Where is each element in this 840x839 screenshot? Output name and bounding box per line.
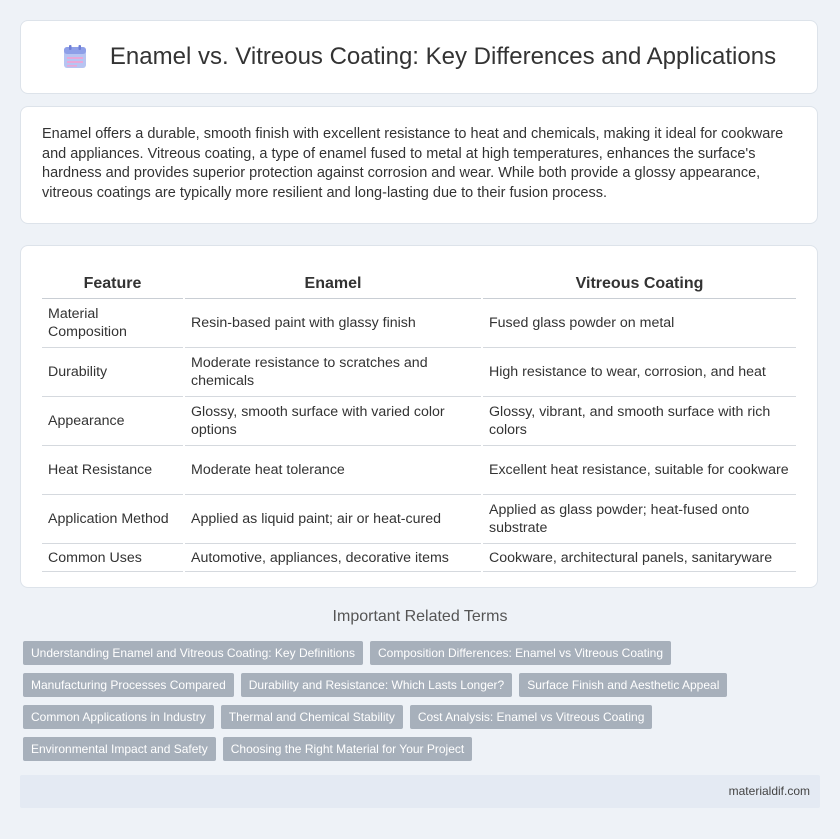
table-row <box>42 446 796 495</box>
table-row <box>42 495 796 544</box>
related-terms-tags <box>23 641 823 769</box>
table-cell: Application Method <box>42 495 183 544</box>
related-terms-title: Important Related Terms <box>332 608 508 625</box>
column-header-feature: Feature <box>42 264 183 299</box>
related-term-tag[interactable]: Cost Analysis: Enamel vs Vitreous Coating <box>410 705 653 729</box>
table-cell: Automotive, appliances, decorative items <box>185 544 481 572</box>
related-term-tag[interactable]: Surface Finish and Aesthetic Appeal <box>519 673 727 697</box>
tag-row <box>23 641 823 665</box>
table-cell: Heat Resistance <box>42 446 183 495</box>
table-row <box>42 348 796 397</box>
table-header-row <box>42 264 796 299</box>
related-term-tag[interactable]: Durability and Resistance: Which Lasts Longer? <box>241 673 512 697</box>
related-term-tag[interactable]: Manufacturing Processes Compared <box>23 673 234 697</box>
tag-row <box>23 673 823 697</box>
column-header-vitreous: Vitreous Coating <box>483 264 796 299</box>
table-cell: Applied as liquid paint; air or heat-cured <box>185 495 481 544</box>
table-cell: Appearance <box>42 397 183 446</box>
table-cell: Moderate heat tolerance <box>185 446 481 495</box>
tag-row <box>23 705 823 729</box>
related-term-tag[interactable]: Thermal and Chemical Stability <box>221 705 403 729</box>
intro-card <box>20 106 818 224</box>
table-cell: Cookware, architectural panels, sanitaryware <box>483 544 796 572</box>
comparison-table <box>40 264 798 572</box>
calendar-icon <box>62 44 88 70</box>
table-row <box>42 299 796 348</box>
table-cell: Fused glass powder on metal <box>483 299 796 348</box>
column-header-enamel: Enamel <box>185 264 481 299</box>
table-cell: Excellent heat resistance, suitable for cookware <box>483 446 796 495</box>
table-row <box>42 397 796 446</box>
related-term-tag[interactable]: Composition Differences: Enamel vs Vitreous Coating <box>370 641 671 665</box>
footer <box>20 775 820 808</box>
table-cell: Material Composition <box>42 299 183 348</box>
related-term-tag[interactable]: Common Applications in Industry <box>23 705 214 729</box>
table-cell: Common Uses <box>42 544 183 572</box>
table-cell: Durability <box>42 348 183 397</box>
table-cell: Resin-based paint with glassy finish <box>185 299 481 348</box>
table-cell: Glossy, smooth surface with varied color options <box>185 397 481 446</box>
footer-site-link[interactable]: materialdif.com <box>728 784 810 798</box>
table-cell: High resistance to wear, corrosion, and heat <box>483 348 796 397</box>
table-cell: Glossy, vibrant, and smooth surface with rich colors <box>483 397 796 446</box>
header-card <box>20 20 818 94</box>
related-term-tag[interactable]: Understanding Enamel and Vitreous Coating: Key Definitions <box>23 641 363 665</box>
tag-row <box>23 737 823 761</box>
related-term-tag[interactable]: Environmental Impact and Safety <box>23 737 216 761</box>
page-title: Enamel vs. Vitreous Coating: Key Differences and Applications <box>109 43 777 70</box>
comparison-table-card <box>20 245 818 588</box>
table-cell: Applied as glass powder; heat-fused onto substrate <box>483 495 796 544</box>
table-row <box>42 544 796 572</box>
table-cell: Moderate resistance to scratches and chemicals <box>185 348 481 397</box>
related-term-tag[interactable]: Choosing the Right Material for Your Project <box>223 737 472 761</box>
intro-text: Enamel offers a durable, smooth finish with excellent resistance to heat and chemicals, making it ideal for cookware and appliances. Vitreous coating, a type of enamel fused to metal at high temperatures, enhances the surface's hardness and provides superior protection against corrosion and wear. While both provide a glossy appearance, vitreous coatings are typically more resilient and long-lasting due to their fusion process. <box>42 126 784 201</box>
